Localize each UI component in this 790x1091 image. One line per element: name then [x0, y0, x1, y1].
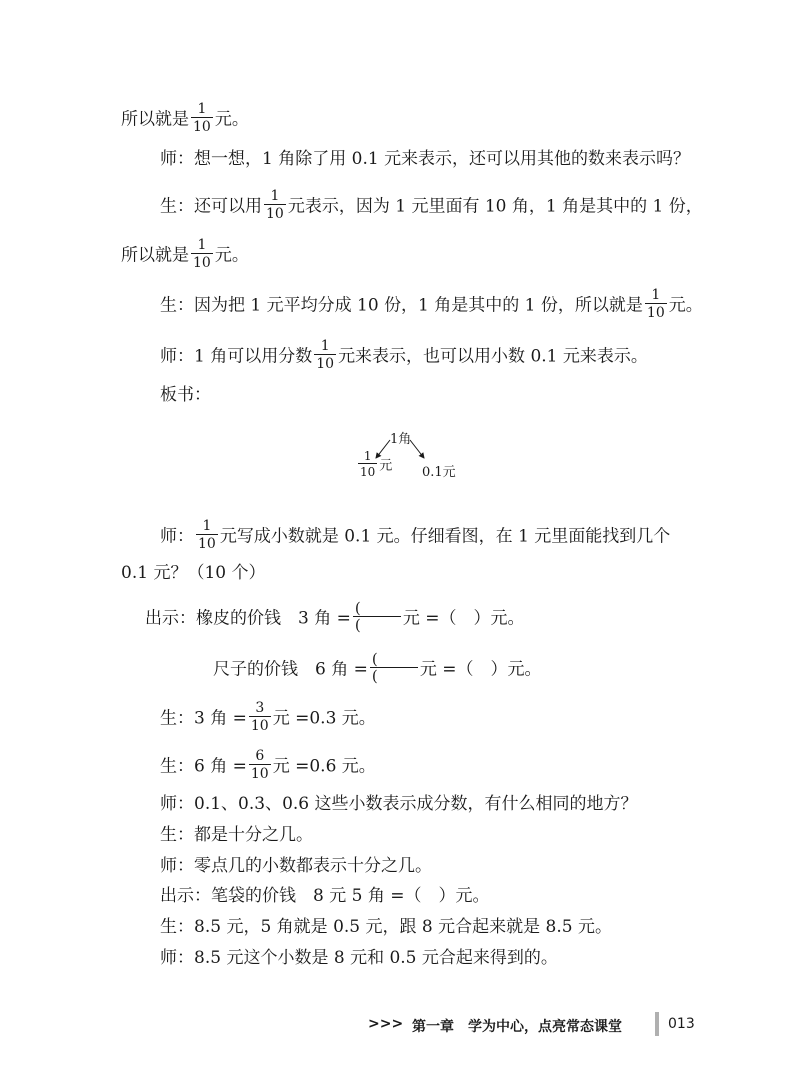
- text-line: 师：0.1、0.3、0.6 这些小数表示成分数，有什么相同的地方？: [160, 794, 638, 814]
- fraction: $\frac{3}{10}$: [250, 700, 269, 734]
- fraction: $\frac{1}{10}$: [646, 287, 665, 321]
- diagram-right-label: 0.1元: [422, 465, 456, 480]
- text-line: 师：想一想，1 角除了用 0.1 元来表示，还可以用其他的数来表示吗？: [160, 149, 691, 169]
- text-line: 板书：: [160, 385, 211, 405]
- fraction: $\frac{6}{10}$: [250, 748, 269, 782]
- fraction: $\frac{1}{10}$: [316, 338, 335, 372]
- fraction: $\frac{1}{10}$: [193, 101, 211, 135]
- fraction: $\frac{1}{10}$: [198, 518, 216, 552]
- text-line: 师： $\frac{1}{10}$ 元写成小数就是 0.1 元。仔细看图，在 1 元里面能找到几个: [160, 518, 671, 552]
- text-line: 出示：橡皮的价钱 3 角 = $\frac{(}{(}$ 元 =（ ）元。: [145, 599, 525, 634]
- board-diagram: [356, 428, 466, 484]
- text-line: 所以就是 $\frac{1}{10}$ 元。: [121, 237, 249, 271]
- fraction: $\frac{1}{10}$: [360, 449, 376, 479]
- arrow-right: [410, 440, 424, 458]
- text-line: 师：8.5 元这个小数是 8 元和 0.5 元合起来得到的。: [160, 948, 558, 968]
- footer-divider: [655, 1012, 659, 1036]
- text-line: 生：6 角 = $\frac{6}{10}$ 元 =0.6 元。: [160, 748, 376, 782]
- diagram-top-label: 1角: [390, 432, 412, 447]
- text-line: 生：还可以用 $\frac{1}{10}$ 元表示，因为 1 元里面有 10 角，1 角是其中的 1 份，: [160, 188, 703, 222]
- blank-fraction: $\frac{(}{(}$: [370, 652, 418, 684]
- page-number: 013: [668, 1016, 695, 1032]
- text-line: 生：3 角 = $\frac{3}{10}$ 元 =0.3 元。: [160, 700, 376, 734]
- text-line: 所以就是 $\frac{1}{10}$ 元。: [121, 101, 249, 135]
- text-line: 尺子的价钱 6 角 = $\frac{(}{(}$ 元 =（ ）元。: [213, 650, 542, 685]
- footer-chapter-title: 第一章 学为中心，点亮常态课堂: [412, 1019, 622, 1035]
- text-line: 师：1 角可以用分数 $\frac{1}{10}$ 元来表示，也可以用小数 0.1 元来表示。: [160, 338, 648, 372]
- fraction: $\frac{1}{10}$: [193, 237, 211, 271]
- diagram-left-label: $\frac{1}{10}$ 元: [360, 449, 393, 479]
- text-line: 生：因为把 1 元平均分成 10 份，1 角是其中的 1 份，所以就是 $\frac{1}{10}$ 元。: [160, 287, 703, 321]
- footer-arrows-icon: >>>: [368, 1016, 404, 1032]
- fraction: $\frac{1}{10}$: [266, 188, 284, 222]
- blank-fraction: $\frac{(}{(}$: [353, 601, 401, 633]
- text-line: 生：8.5 元，5 角就是 0.5 元，跟 8 元合起来就是 8.5 元。: [160, 917, 612, 937]
- text-line: 师：零点几的小数都表示十分之几。: [160, 856, 432, 876]
- text-line: 出示：笔袋的价钱 8 元 5 角 =（ ）元。: [160, 886, 490, 906]
- text-line: 0.1 元？（10 个）: [121, 563, 266, 583]
- text-line: 生：都是十分之几。: [160, 825, 313, 845]
